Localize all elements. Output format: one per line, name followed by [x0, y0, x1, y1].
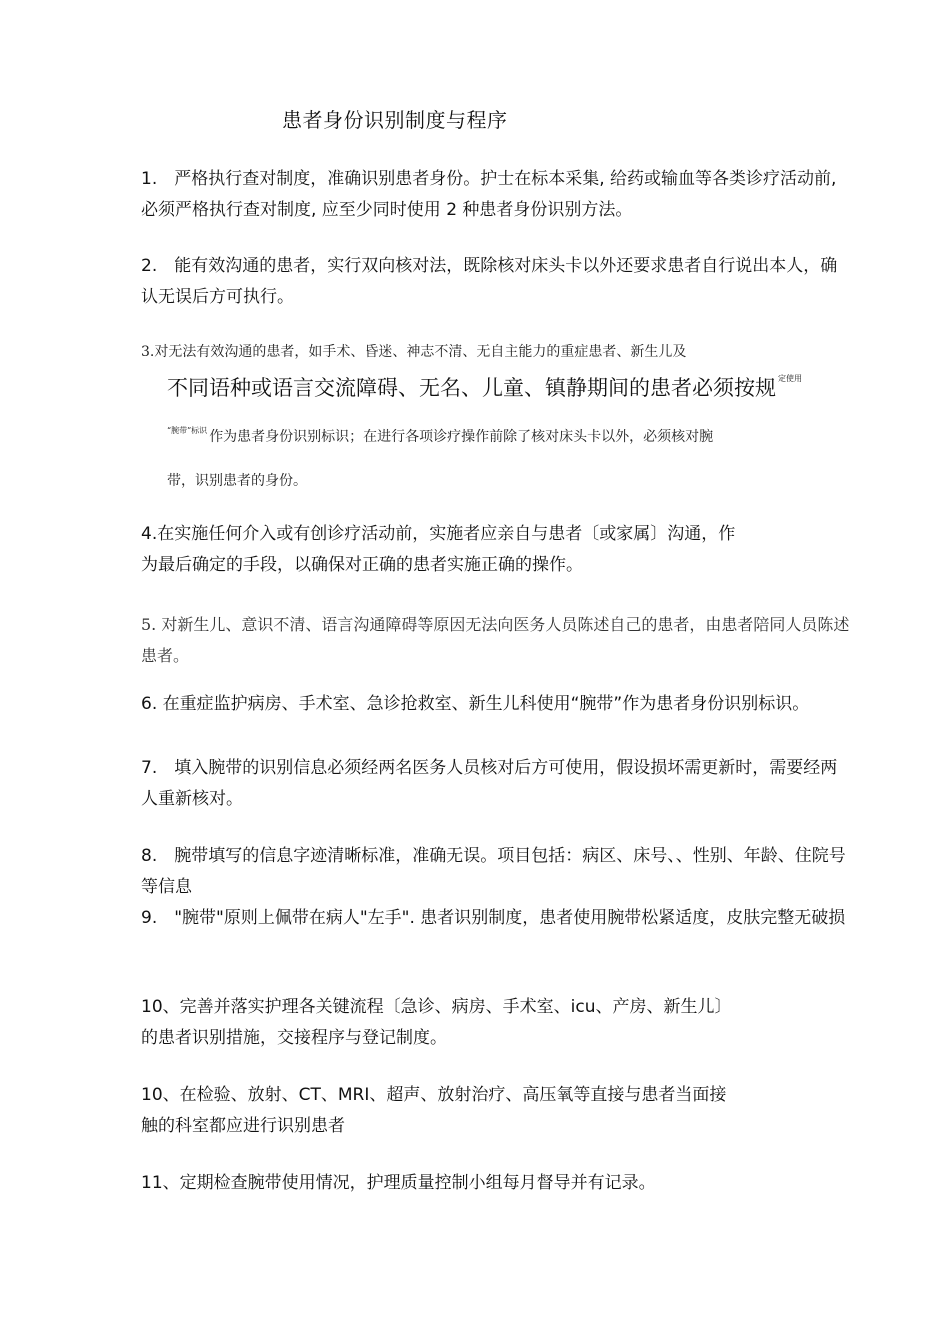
paragraph-3-line-2-superscript: 定使用: [778, 374, 802, 383]
paragraph-3-line-3: [167, 425, 713, 446]
paragraph-9: 9. "腕带"原则上佩带在病人"左手". 患者识别制度，患者使用腕带松紧适度，皮肤完整无破损: [141, 908, 846, 928]
paragraph-3-line-2-text: 不同语种或语言交流障碍、无名、儿童、镇静期间的患者必须按规: [167, 376, 776, 400]
paragraph-6: 6. 在重症监护病房、手术室、急诊抢救室、新生儿科使用“腕带”作为患者身份识别标识。: [141, 694, 810, 714]
paragraph-10b-line-2: 触的科室都应进行识别患者: [141, 1116, 345, 1136]
page-title: 患者身份识别制度与程序: [282, 108, 508, 132]
paragraph-4-line-1: 4.在实施任何介入或有创诊疗活动前，实施者应亲自与患者〔或家属〕沟通，作: [141, 524, 736, 544]
paragraph-3-line-2: [167, 372, 802, 402]
paragraph-10a-line-2: 的患者识别措施，交接程序与登记制度。: [141, 1028, 447, 1048]
paragraph-1: 1. 严格执行查对制度，准确识别患者身份。护士在标本采集, 给药或输血等各类诊疗活动前, 必须严格执行查对制度, 应至少同时使用 2 种患者身份识别方法。: [141, 169, 837, 220]
paragraph-7: 7. 填入腕带的识别信息必须经两名医务人员核对后方可使用，假设损坏需更新时，需要经两人重新核对。: [141, 758, 838, 809]
paragraph-3-line-3-text: 作为患者身份识别标识；在进行各项诊疗操作前除了核对床头卡以外，必须核对腕: [209, 429, 714, 445]
paragraph-4-line-2: 为最后确定的手段，以确保对正确的患者实施正确的操作。: [141, 555, 583, 575]
paragraph-2: 2. 能有效沟通的患者，实行双向核对法，既除核对床头卡以外还要求患者自行说出本人，确认无误后方可执行。: [141, 256, 838, 307]
paragraph-11: 11、定期检查腕带使用情况，护理质量控制小组每月督导并有记录。: [141, 1173, 656, 1193]
paragraph-8: 8. 腕带填写的信息字迹清晰标准，准确无误。项目包括：病区、床号、、性别、年龄、住院号等信息: [141, 846, 846, 897]
paragraph-3-line-4: 带，识别患者的身份。: [167, 473, 307, 489]
paragraph-3-line-1: 3.对无法有效沟通的患者，如手术、昏迷、神志不清、无自主能力的重症患者、新生儿及: [141, 344, 687, 360]
paragraph-3-line-3-superscript: “腕带”标识: [167, 426, 208, 435]
paragraph-10a-line-1: 10、完善并落实护理各关键流程〔急诊、病房、手术室、icu、产房、新生儿〕: [141, 997, 732, 1017]
paragraph-10b-line-1: 10、在检验、放射、CT、MRI、超声、放射治疗、高压氧等直接与患者当面接: [141, 1085, 727, 1105]
paragraph-5: 5. 对新生儿、意识不清、语言沟通障碍等原因无法向医务人员陈述自己的患者，由患者陪同人员陈述患者。: [141, 615, 850, 665]
